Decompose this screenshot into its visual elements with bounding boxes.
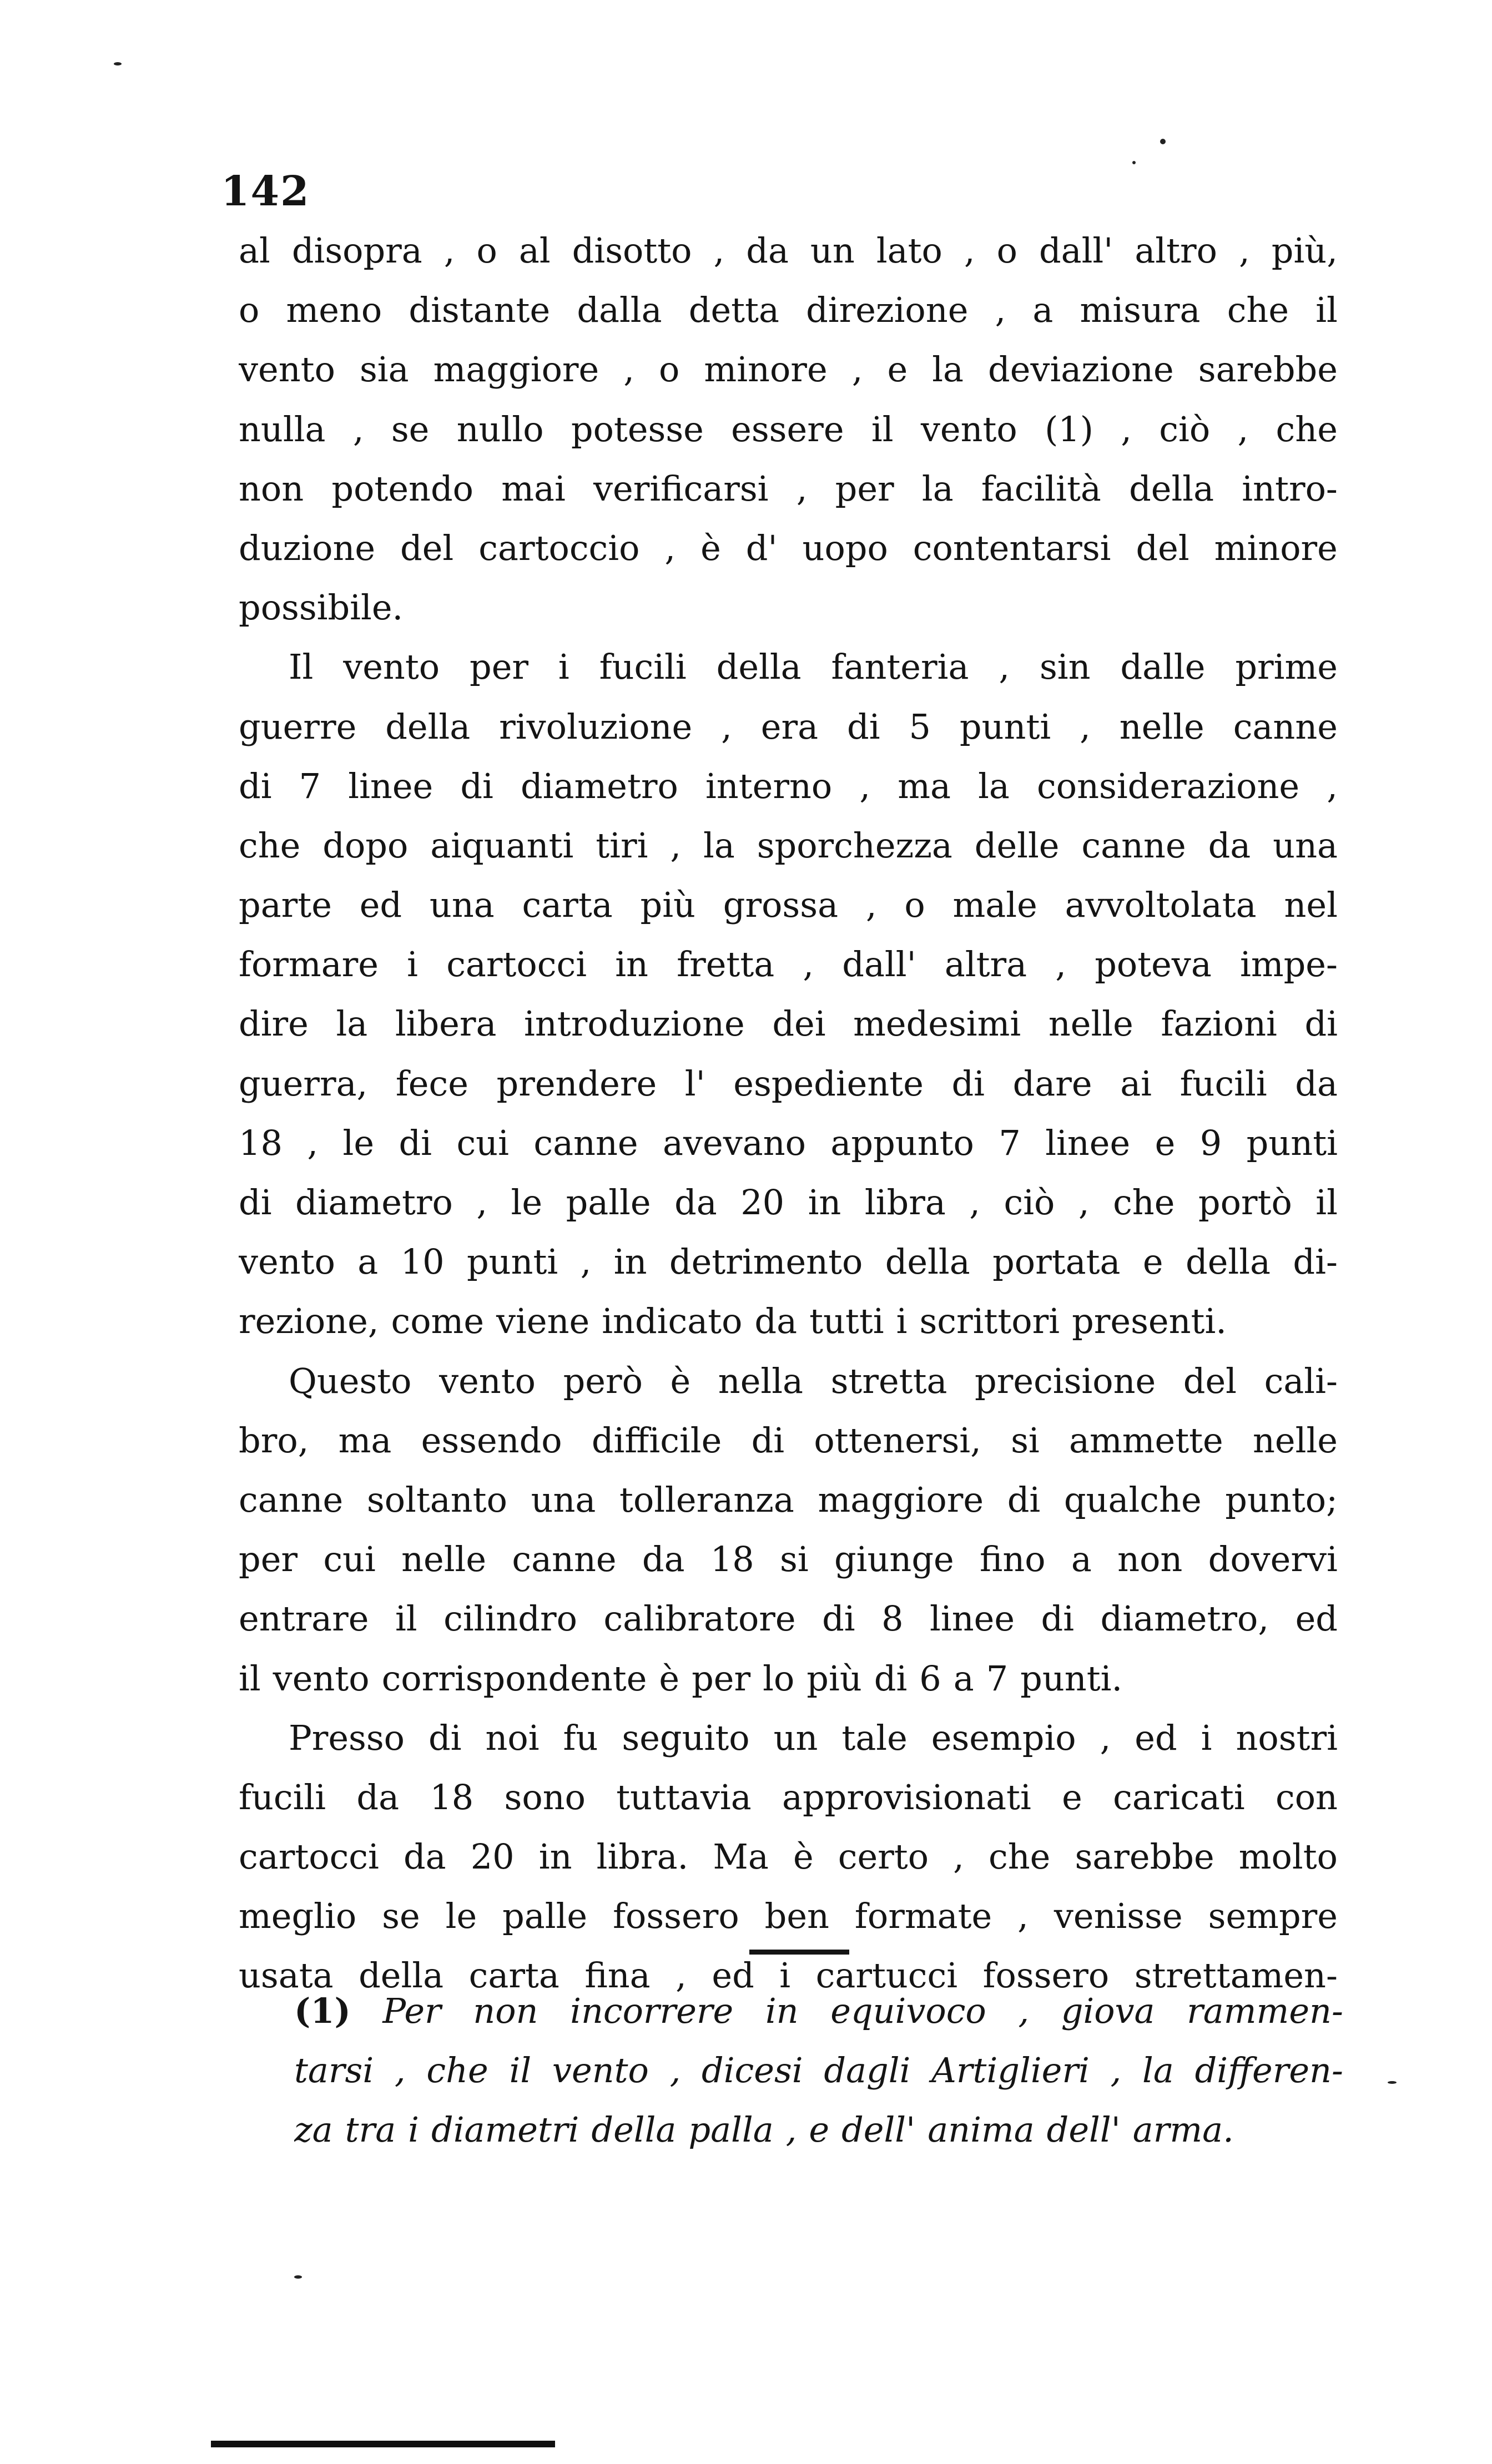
text-line: guerra, fece prendere l' espediente di dare ai fucili da <box>239 1063 1338 1104</box>
text-line: nulla , se nullo potesse essere il vento (1) , ciò , che <box>239 408 1338 450</box>
scan-speck <box>1132 161 1136 164</box>
text-line: bro, ma essendo difficile di ottenersi, si ammette nelle <box>239 1420 1338 1461</box>
text-line: al disopra , o al disotto , da un lato , o dall' altro , più, <box>239 230 1338 271</box>
text-line: che dopo aiquanti tiri , la sporchezza delle canne da una <box>239 825 1338 866</box>
scan-speck <box>294 2275 302 2279</box>
text-line: parte ed una carta più grossa , o male avvoltolata nel <box>239 885 1338 926</box>
text-line: guerre della rivoluzione , era di 5 punti , nelle canne <box>239 706 1338 747</box>
text-line: duzione del cartoccio , è d' uopo contentarsi del minore <box>239 527 1338 568</box>
text-line: o meno distante dalla detta direzione , a misura che il <box>239 290 1338 331</box>
text-line: di 7 linee di diametro interno , ma la considerazione , <box>239 765 1338 806</box>
scan-edge-mark <box>211 2441 555 2447</box>
page-number: 142 <box>221 168 310 215</box>
footnote-line: (1) Per non incorrere in equivoco , giova rammen- <box>294 1981 1343 2041</box>
scan-speck <box>114 62 122 65</box>
text-line: vento a 10 punti , in detrimento della portata e della di- <box>239 1241 1338 1283</box>
text-line: Questo vento però è nella stretta precisione del cali- <box>289 1360 1338 1401</box>
body-text <box>239 221 1338 2006</box>
footnote-marker: (1) <box>294 1991 351 2031</box>
text-line: fucili da 18 sono tuttavia approvisionati e caricati con <box>239 1776 1338 1817</box>
text-line: possibile. <box>239 587 404 628</box>
footnote-line: tarsi , che il vento , dicesi dagli Artiglieri , la differen- <box>294 2050 1343 2091</box>
text-line: dire la libera introduzione dei medesimi nelle fazioni di <box>239 1003 1338 1044</box>
text-line: non potendo mai verificarsi , per la facilità della intro- <box>239 468 1338 509</box>
text-line: rezione, come viene indicato da tutti i scrittori presenti. <box>239 1301 1227 1342</box>
text-line: 18 , le di cui canne avevano appunto 7 linee e 9 punti <box>239 1122 1338 1163</box>
text-line: cartocci da 20 in libra. Ma è certo , che sarebbe molto <box>239 1836 1338 1877</box>
text-line: il vento corrispondente è per lo più di 6 a 7 punti. <box>239 1658 1123 1699</box>
scan-speck <box>1160 139 1166 144</box>
text-line: meglio se le palle fossero ben formate , venisse sempre <box>239 1896 1338 1937</box>
footnote-line: za tra i diametri della palla , e dell' anima dell' arma. <box>294 2109 1234 2150</box>
scan-speck <box>1388 2081 1397 2084</box>
text-line: formare i cartocci in fretta , dall' altra , poteva impe- <box>239 944 1338 985</box>
text-line: per cui nelle canne da 18 si giunge fino a non dovervi <box>239 1539 1338 1580</box>
footnote <box>294 1981 1343 2159</box>
text-line: vento sia maggiore , o minore , e la deviazione sarebbe <box>239 349 1338 390</box>
text-line: Presso di noi fu seguito un tale esempio , ed i nostri <box>289 1717 1338 1758</box>
text-line: Il vento per i fucili della fanteria , sin dalle prime <box>289 647 1338 688</box>
text-line: usata della carta fina , ed i cartucci fossero strettamen- <box>239 1955 1338 1996</box>
text-line: canne soltanto una tolleranza maggiore di qualche punto; <box>239 1479 1338 1520</box>
text-line: di diametro , le palle da 20 in libra , ciò , che portò il <box>239 1182 1338 1223</box>
text-line: entrare il cilindro calibratore di 8 linee di diametro, ed <box>239 1598 1338 1639</box>
footnote-separator-rule <box>749 1950 849 1955</box>
